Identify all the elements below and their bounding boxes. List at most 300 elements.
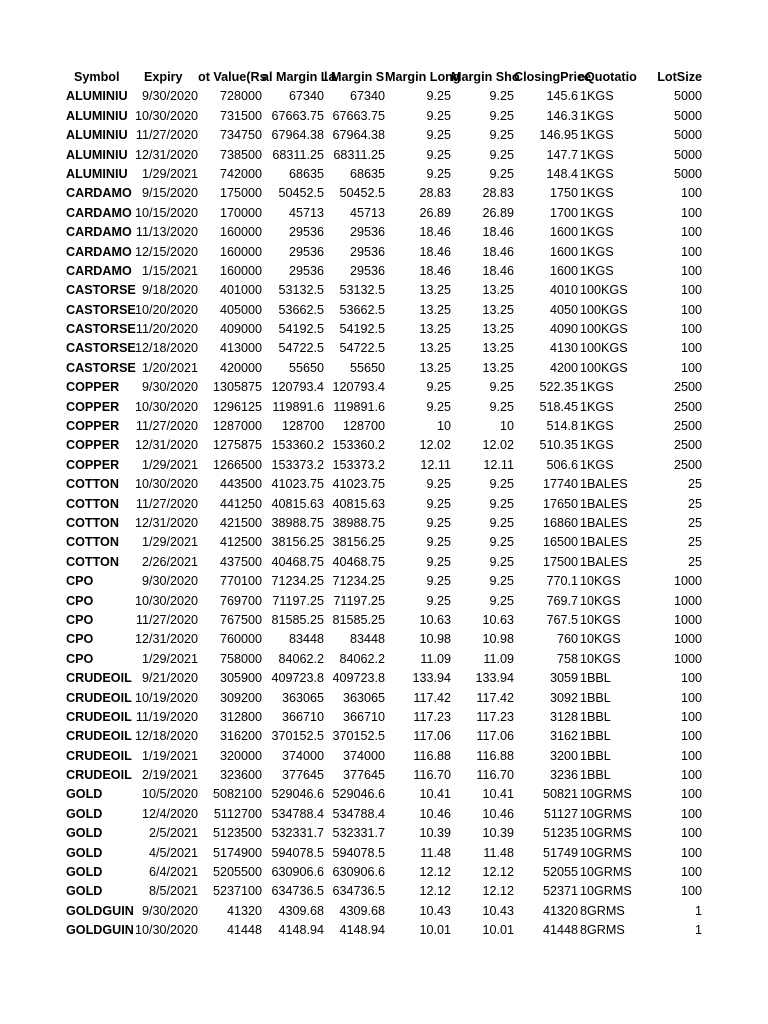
cell-symbol: CASTORSE [66, 322, 136, 337]
cell-lot-value: 441250 [219, 496, 262, 511]
cell-closing-price: 760 [556, 632, 578, 647]
cell-expiry: 11/20/2020 [135, 322, 198, 337]
header-closing-price: ClosingPrice [514, 70, 591, 84]
cell-initial-margin-short: 68311.25 [333, 147, 385, 162]
cell-margin-short: 9.25 [489, 128, 514, 143]
header-margin-long: Margin Long [385, 70, 461, 84]
cell-closing-price: 3200 [549, 748, 578, 763]
cell-symbol: ALUMINIU [66, 128, 128, 143]
cell-closing-price: 4130 [549, 341, 578, 356]
cell-closing-price: 41448 [542, 923, 578, 938]
cell-margin-short: 13.25 [482, 341, 514, 356]
cell-expiry: 4/5/2021 [148, 845, 198, 860]
cell-lot-value: 5112700 [213, 806, 262, 821]
cell-margin-short: 18.46 [482, 244, 514, 259]
cell-lot-size: 100 [680, 341, 702, 356]
cell-margin-long: 13.25 [419, 322, 451, 337]
cell-initial-margin-short: 41023.75 [332, 477, 385, 492]
cell-expiry: 10/30/2020 [134, 108, 198, 123]
cell-initial-margin-long: 67340 [288, 89, 324, 104]
cell-closing-price: 4090 [549, 322, 578, 337]
cell-margin-long: 18.46 [419, 225, 451, 240]
cell-lot-size: 100 [680, 748, 702, 763]
cell-lot-size: 100 [680, 884, 702, 899]
table-row [0, 165, 768, 184]
cell-initial-margin-long: 29536 [288, 225, 324, 240]
cell-closing-price: 4050 [549, 302, 578, 317]
cell-initial-margin-long: 81585.25 [271, 612, 324, 627]
cell-closing-price: 52371 [542, 884, 578, 899]
cell-lot-value: 769700 [219, 593, 262, 608]
cell-closing-price: 1600 [549, 263, 578, 278]
cell-initial-margin-long: 29536 [288, 244, 324, 259]
cell-lot-value: 728000 [219, 89, 262, 104]
cell-symbol: GOLDGUIN [66, 903, 134, 918]
cell-closing-price: 769.7 [546, 593, 578, 608]
cell-lot-value: 731500 [219, 108, 262, 123]
cell-price-quotation: 10GRMS [580, 826, 632, 841]
cell-lot-value: 5237100 [212, 884, 262, 899]
cell-margin-long: 12.02 [419, 438, 451, 453]
cell-initial-margin-long: 363065 [281, 690, 324, 705]
cell-expiry: 1/29/2021 [141, 535, 198, 550]
cell-expiry: 12/18/2020 [134, 341, 198, 356]
cell-initial-margin-short: 153360.2 [332, 438, 385, 453]
cell-initial-margin-short: 81585.25 [332, 612, 385, 627]
cell-lot-value: 420000 [219, 360, 262, 375]
table-row [0, 184, 768, 203]
cell-initial-margin-short: 594078.5 [332, 845, 385, 860]
table-row [0, 514, 768, 533]
cell-margin-long: 9.25 [426, 399, 451, 414]
cell-expiry: 1/20/2021 [141, 360, 198, 375]
header-expiry: Expiry [144, 70, 183, 84]
table-row [0, 592, 768, 611]
cell-price-quotation: 1KGS [580, 263, 614, 278]
cell-closing-price: 1600 [549, 244, 578, 259]
cell-margin-short: 12.12 [482, 884, 514, 899]
cell-expiry: 9/30/2020 [141, 903, 198, 918]
cell-margin-long: 117.23 [413, 709, 451, 724]
cell-initial-margin-long: 120793.4 [271, 380, 324, 395]
cell-expiry: 10/30/2020 [134, 923, 198, 938]
cell-closing-price: 1600 [549, 225, 578, 240]
cell-margin-long: 13.25 [419, 341, 451, 356]
cell-initial-margin-short: 120793.4 [332, 380, 385, 395]
cell-expiry: 2/26/2021 [141, 554, 198, 569]
cell-margin-long: 9.25 [426, 554, 451, 569]
table-row [0, 456, 768, 475]
cell-lot-value: 323600 [219, 768, 262, 783]
cell-initial-margin-short: 119891.6 [333, 399, 385, 414]
cell-lot-size: 2500 [673, 399, 702, 414]
cell-symbol: CARDAMO [66, 205, 132, 220]
cell-price-quotation: 1BALES [580, 535, 628, 550]
cell-price-quotation: 1KGS [580, 147, 614, 162]
cell-margin-short: 10.43 [482, 903, 514, 918]
cell-margin-short: 9.25 [489, 147, 514, 162]
cell-lot-size: 100 [680, 671, 702, 686]
cell-margin-long: 116.70 [413, 768, 451, 783]
cell-lot-size: 100 [680, 787, 702, 802]
cell-initial-margin-short: 40468.75 [332, 554, 385, 569]
cell-expiry: 11/27/2020 [135, 419, 198, 434]
table-row [0, 262, 768, 281]
cell-initial-margin-long: 532331.7 [271, 826, 324, 841]
cell-initial-margin-long: 529046.6 [271, 787, 324, 802]
cell-initial-margin-long: 38156.25 [271, 535, 324, 550]
cell-initial-margin-short: 377645 [342, 768, 385, 783]
cell-expiry: 8/5/2021 [148, 884, 198, 899]
cell-initial-margin-short: 54722.5 [339, 341, 385, 356]
cell-lot-size: 1000 [673, 651, 702, 666]
cell-symbol: CASTORSE [66, 283, 136, 298]
cell-margin-short: 9.25 [489, 535, 514, 550]
cell-price-quotation: 1KGS [580, 205, 614, 220]
cell-symbol: GOLD [66, 806, 103, 821]
cell-lot-size: 100 [680, 845, 702, 860]
cell-initial-margin-long: 68635 [288, 166, 324, 181]
cell-expiry: 12/15/2020 [134, 244, 198, 259]
cell-initial-margin-long: 534788.4 [271, 806, 324, 821]
cell-lot-value: 738500 [219, 147, 262, 162]
cell-lot-value: 1275875 [212, 438, 262, 453]
cell-lot-size: 100 [680, 826, 702, 841]
cell-initial-margin-long: 40815.63 [271, 496, 324, 511]
cell-margin-long: 10.98 [419, 632, 451, 647]
table-row [0, 339, 768, 358]
cell-price-quotation: 1BBL [580, 748, 611, 763]
cell-expiry: 9/21/2020 [141, 671, 198, 686]
cell-margin-long: 133.94 [412, 671, 451, 686]
table-row [0, 747, 768, 766]
cell-lot-value: 160000 [219, 244, 262, 259]
cell-margin-short: 9.25 [489, 574, 514, 589]
table-row [0, 630, 768, 649]
cell-initial-margin-long: 71234.25 [271, 574, 324, 589]
cell-margin-short: 117.06 [476, 729, 514, 744]
cell-initial-margin-long: 594078.5 [271, 845, 324, 860]
cell-initial-margin-short: 4148.94 [339, 923, 385, 938]
cell-initial-margin-short: 38988.75 [332, 515, 385, 530]
cell-symbol: GOLD [66, 787, 103, 802]
cell-lot-value: 437500 [219, 554, 262, 569]
cell-initial-margin-long: 634736.5 [271, 884, 324, 899]
cell-closing-price: 51127 [543, 806, 578, 821]
cell-initial-margin-short: 534788.4 [332, 806, 385, 821]
cell-margin-long: 9.25 [426, 535, 451, 550]
cell-margin-long: 10.43 [419, 903, 451, 918]
cell-margin-short: 13.25 [482, 283, 514, 298]
cell-initial-margin-long: 128700 [281, 419, 324, 434]
table-row [0, 785, 768, 804]
header-lot-size: LotSize [657, 70, 702, 84]
cell-margin-long: 117.42 [413, 690, 451, 705]
cell-price-quotation: 1KGS [580, 399, 614, 414]
cell-initial-margin-long: 366710 [281, 709, 324, 724]
cell-lot-value: 742000 [219, 166, 262, 181]
cell-lot-value: 409000 [219, 322, 262, 337]
cell-initial-margin-long: 83448 [288, 632, 324, 647]
cell-symbol: COTTON [66, 515, 119, 530]
cell-margin-short: 10.46 [482, 806, 514, 821]
cell-initial-margin-short: 374000 [342, 748, 385, 763]
cell-expiry: 1/29/2021 [141, 166, 198, 181]
cell-margin-long: 10.39 [419, 826, 451, 841]
cell-lot-size: 2500 [673, 419, 702, 434]
cell-margin-short: 9.25 [489, 515, 514, 530]
cell-expiry: 9/30/2020 [141, 380, 198, 395]
cell-lot-size: 25 [687, 515, 702, 530]
cell-closing-price: 3059 [549, 671, 578, 686]
cell-closing-price: 770.1 [546, 574, 578, 589]
cell-lot-size: 25 [687, 477, 702, 492]
table-row [0, 533, 768, 552]
cell-initial-margin-short: 68635 [349, 166, 385, 181]
cell-lot-value: 770100 [219, 574, 262, 589]
cell-margin-long: 10.46 [419, 806, 451, 821]
cell-initial-margin-short: 29536 [349, 263, 385, 278]
cell-lot-value: 5174900 [212, 845, 262, 860]
cell-margin-long: 11.48 [420, 845, 451, 860]
cell-initial-margin-short: 630906.6 [332, 865, 385, 880]
cell-price-quotation: 1BBL [580, 671, 611, 686]
cell-symbol: CPO [66, 574, 94, 589]
cell-initial-margin-long: 374000 [281, 748, 324, 763]
cell-symbol: ALUMINIU [66, 166, 128, 181]
cell-initial-margin-long: 68311.25 [272, 147, 324, 162]
table-row [0, 126, 768, 145]
cell-price-quotation: 1BALES [580, 477, 628, 492]
cell-initial-margin-short: 71197.25 [333, 593, 385, 608]
cell-margin-short: 10.01 [482, 923, 514, 938]
cell-margin-short: 13.25 [482, 322, 514, 337]
cell-margin-short: 9.25 [489, 477, 514, 492]
header-initial-margin-long: al Margin La [262, 70, 336, 84]
table-row [0, 863, 768, 882]
cell-margin-long: 9.25 [426, 128, 451, 143]
cell-price-quotation: 10KGS [580, 632, 621, 647]
cell-closing-price: 50821 [542, 787, 578, 802]
cell-initial-margin-short: 83448 [349, 632, 385, 647]
cell-price-quotation: 1KGS [580, 89, 614, 104]
table-row [0, 281, 768, 300]
cell-initial-margin-short: 84062.2 [339, 651, 385, 666]
cell-symbol: GOLD [66, 826, 103, 841]
cell-lot-size: 100 [680, 263, 702, 278]
cell-closing-price: 148.4 [546, 166, 578, 181]
cell-closing-price: 41320 [542, 903, 578, 918]
cell-lot-size: 100 [680, 729, 702, 744]
cell-expiry: 10/5/2020 [141, 787, 198, 802]
table-row [0, 824, 768, 843]
cell-margin-short: 13.25 [482, 360, 514, 375]
cell-margin-short: 9.25 [489, 554, 514, 569]
table-row [0, 495, 768, 514]
cell-margin-long: 13.25 [419, 360, 451, 375]
cell-margin-short: 26.89 [482, 205, 514, 220]
cell-lot-value: 41320 [226, 903, 262, 918]
cell-expiry: 11/27/2020 [135, 128, 198, 143]
cell-margin-long: 12.12 [419, 884, 451, 899]
cell-closing-price: 510.35 [539, 438, 578, 453]
cell-margin-long: 9.25 [426, 380, 451, 395]
cell-margin-long: 12.12 [419, 865, 451, 880]
cell-initial-margin-long: 377645 [281, 768, 324, 783]
cell-lot-value: 5205500 [212, 865, 262, 880]
cell-margin-short: 133.94 [475, 671, 514, 686]
table-row [0, 669, 768, 688]
cell-symbol: CASTORSE [66, 302, 136, 317]
cell-initial-margin-long: 55650 [288, 360, 324, 375]
cell-expiry: 12/31/2020 [134, 438, 198, 453]
table-row [0, 107, 768, 126]
cell-margin-long: 9.25 [426, 166, 451, 181]
cell-margin-long: 10.01 [419, 923, 451, 938]
cell-margin-long: 9.25 [426, 89, 451, 104]
cell-closing-price: 3128 [549, 709, 578, 724]
cell-closing-price: 514.8 [546, 419, 578, 434]
table-body [0, 87, 768, 940]
cell-symbol: CRUDEOIL [66, 729, 132, 744]
cell-expiry: 11/13/2020 [135, 225, 198, 240]
cell-symbol: GOLD [66, 845, 103, 860]
cell-lot-value: 401000 [219, 283, 262, 298]
cell-initial-margin-short: 40815.63 [332, 496, 385, 511]
cell-closing-price: 506.6 [546, 457, 578, 472]
cell-expiry: 2/19/2021 [141, 768, 198, 783]
cell-margin-long: 9.25 [426, 147, 451, 162]
cell-symbol: ALUMINIU [66, 108, 128, 123]
cell-closing-price: 147.7 [546, 147, 578, 162]
cell-initial-margin-short: 38156.25 [332, 535, 385, 550]
cell-lot-value: 160000 [219, 225, 262, 240]
cell-price-quotation: 10KGS [580, 612, 621, 627]
cell-symbol: CASTORSE [66, 360, 136, 375]
table-row [0, 708, 768, 727]
cell-symbol: CRUDEOIL [66, 671, 132, 686]
cell-initial-margin-short: 50452.5 [339, 186, 385, 201]
cell-margin-short: 9.25 [489, 593, 514, 608]
cell-price-quotation: 1KGS [580, 108, 614, 123]
cell-lot-size: 5000 [673, 166, 702, 181]
cell-lot-value: 412500 [219, 535, 262, 550]
cell-initial-margin-long: 630906.6 [271, 865, 324, 880]
cell-closing-price: 16500 [542, 535, 578, 550]
cell-margin-long: 9.25 [426, 515, 451, 530]
cell-price-quotation: 8GRMS [580, 923, 625, 938]
cell-initial-margin-long: 38988.75 [271, 515, 324, 530]
cell-margin-short: 116.88 [476, 748, 514, 763]
cell-initial-margin-long: 45713 [288, 205, 324, 220]
table-row [0, 766, 768, 785]
cell-expiry: 1/19/2021 [141, 748, 198, 763]
cell-closing-price: 758 [556, 651, 578, 666]
cell-margin-short: 11.48 [483, 845, 514, 860]
cell-initial-margin-short: 366710 [342, 709, 385, 724]
cell-expiry: 10/30/2020 [134, 477, 198, 492]
cell-margin-long: 9.25 [426, 496, 451, 511]
cell-margin-long: 13.25 [419, 302, 451, 317]
table-row [0, 87, 768, 106]
table-row [0, 417, 768, 436]
cell-expiry: 10/20/2020 [134, 302, 198, 317]
cell-expiry: 9/30/2020 [141, 89, 198, 104]
cell-closing-price: 17500 [542, 554, 578, 569]
cell-lot-size: 2500 [673, 380, 702, 395]
cell-initial-margin-long: 41023.75 [271, 477, 324, 492]
cell-lot-value: 309200 [219, 690, 262, 705]
cell-lot-value: 160000 [219, 263, 262, 278]
cell-margin-long: 12.11 [420, 457, 451, 472]
cell-margin-long: 10.41 [419, 787, 451, 802]
table-row [0, 146, 768, 165]
cell-initial-margin-long: 4309.68 [278, 903, 324, 918]
cell-initial-margin-long: 4148.94 [278, 923, 324, 938]
cell-lot-value: 767500 [219, 612, 262, 627]
table-row [0, 650, 768, 669]
cell-symbol: CARDAMO [66, 244, 132, 259]
cell-initial-margin-long: 119891.6 [272, 399, 324, 414]
cell-closing-price: 3236 [549, 768, 578, 783]
cell-margin-short: 12.02 [482, 438, 514, 453]
cell-lot-value: 305900 [219, 671, 262, 686]
table-row [0, 553, 768, 572]
cell-margin-long: 9.25 [426, 574, 451, 589]
cell-expiry: 12/31/2020 [134, 515, 198, 530]
cell-margin-long: 9.25 [426, 593, 451, 608]
cell-initial-margin-long: 40468.75 [271, 554, 324, 569]
cell-margin-long: 13.25 [419, 283, 451, 298]
cell-price-quotation: 1BALES [580, 554, 628, 569]
cell-lot-size: 100 [680, 360, 702, 375]
cell-price-quotation: 1KGS [580, 186, 614, 201]
cell-expiry: 10/19/2020 [134, 690, 198, 705]
cell-expiry: 12/18/2020 [134, 729, 198, 744]
cell-lot-size: 100 [680, 283, 702, 298]
cell-lot-size: 5000 [673, 89, 702, 104]
cell-initial-margin-long: 71197.25 [272, 593, 324, 608]
table-row [0, 378, 768, 397]
cell-initial-margin-short: 53662.5 [339, 302, 385, 317]
cell-expiry: 10/30/2020 [134, 399, 198, 414]
cell-margin-short: 9.25 [489, 496, 514, 511]
cell-symbol: COPPER [66, 380, 120, 395]
cell-margin-short: 28.83 [482, 186, 514, 201]
cell-margin-long: 116.88 [413, 748, 451, 763]
cell-closing-price: 1750 [549, 186, 578, 201]
cell-closing-price: 767.5 [546, 612, 578, 627]
cell-closing-price: 146.3 [546, 108, 578, 123]
cell-initial-margin-short: 55650 [349, 360, 385, 375]
cell-lot-size: 1 [694, 903, 702, 918]
cell-initial-margin-long: 54192.5 [278, 322, 324, 337]
cell-closing-price: 51749 [542, 845, 578, 860]
cell-price-quotation: 1KGS [580, 419, 614, 434]
table-row [0, 223, 768, 242]
cell-price-quotation: 10KGS [580, 593, 621, 608]
cell-lot-value: 421500 [219, 515, 262, 530]
cell-lot-value: 5082100 [212, 787, 262, 802]
cell-symbol: CPO [66, 612, 94, 627]
cell-symbol: CPO [66, 651, 94, 666]
cell-lot-size: 100 [680, 186, 702, 201]
cell-initial-margin-long: 370152.5 [271, 729, 324, 744]
cell-closing-price: 518.45 [539, 399, 578, 414]
cell-lot-size: 2500 [673, 457, 702, 472]
cell-initial-margin-short: 529046.6 [332, 787, 385, 802]
table-row [0, 398, 768, 417]
